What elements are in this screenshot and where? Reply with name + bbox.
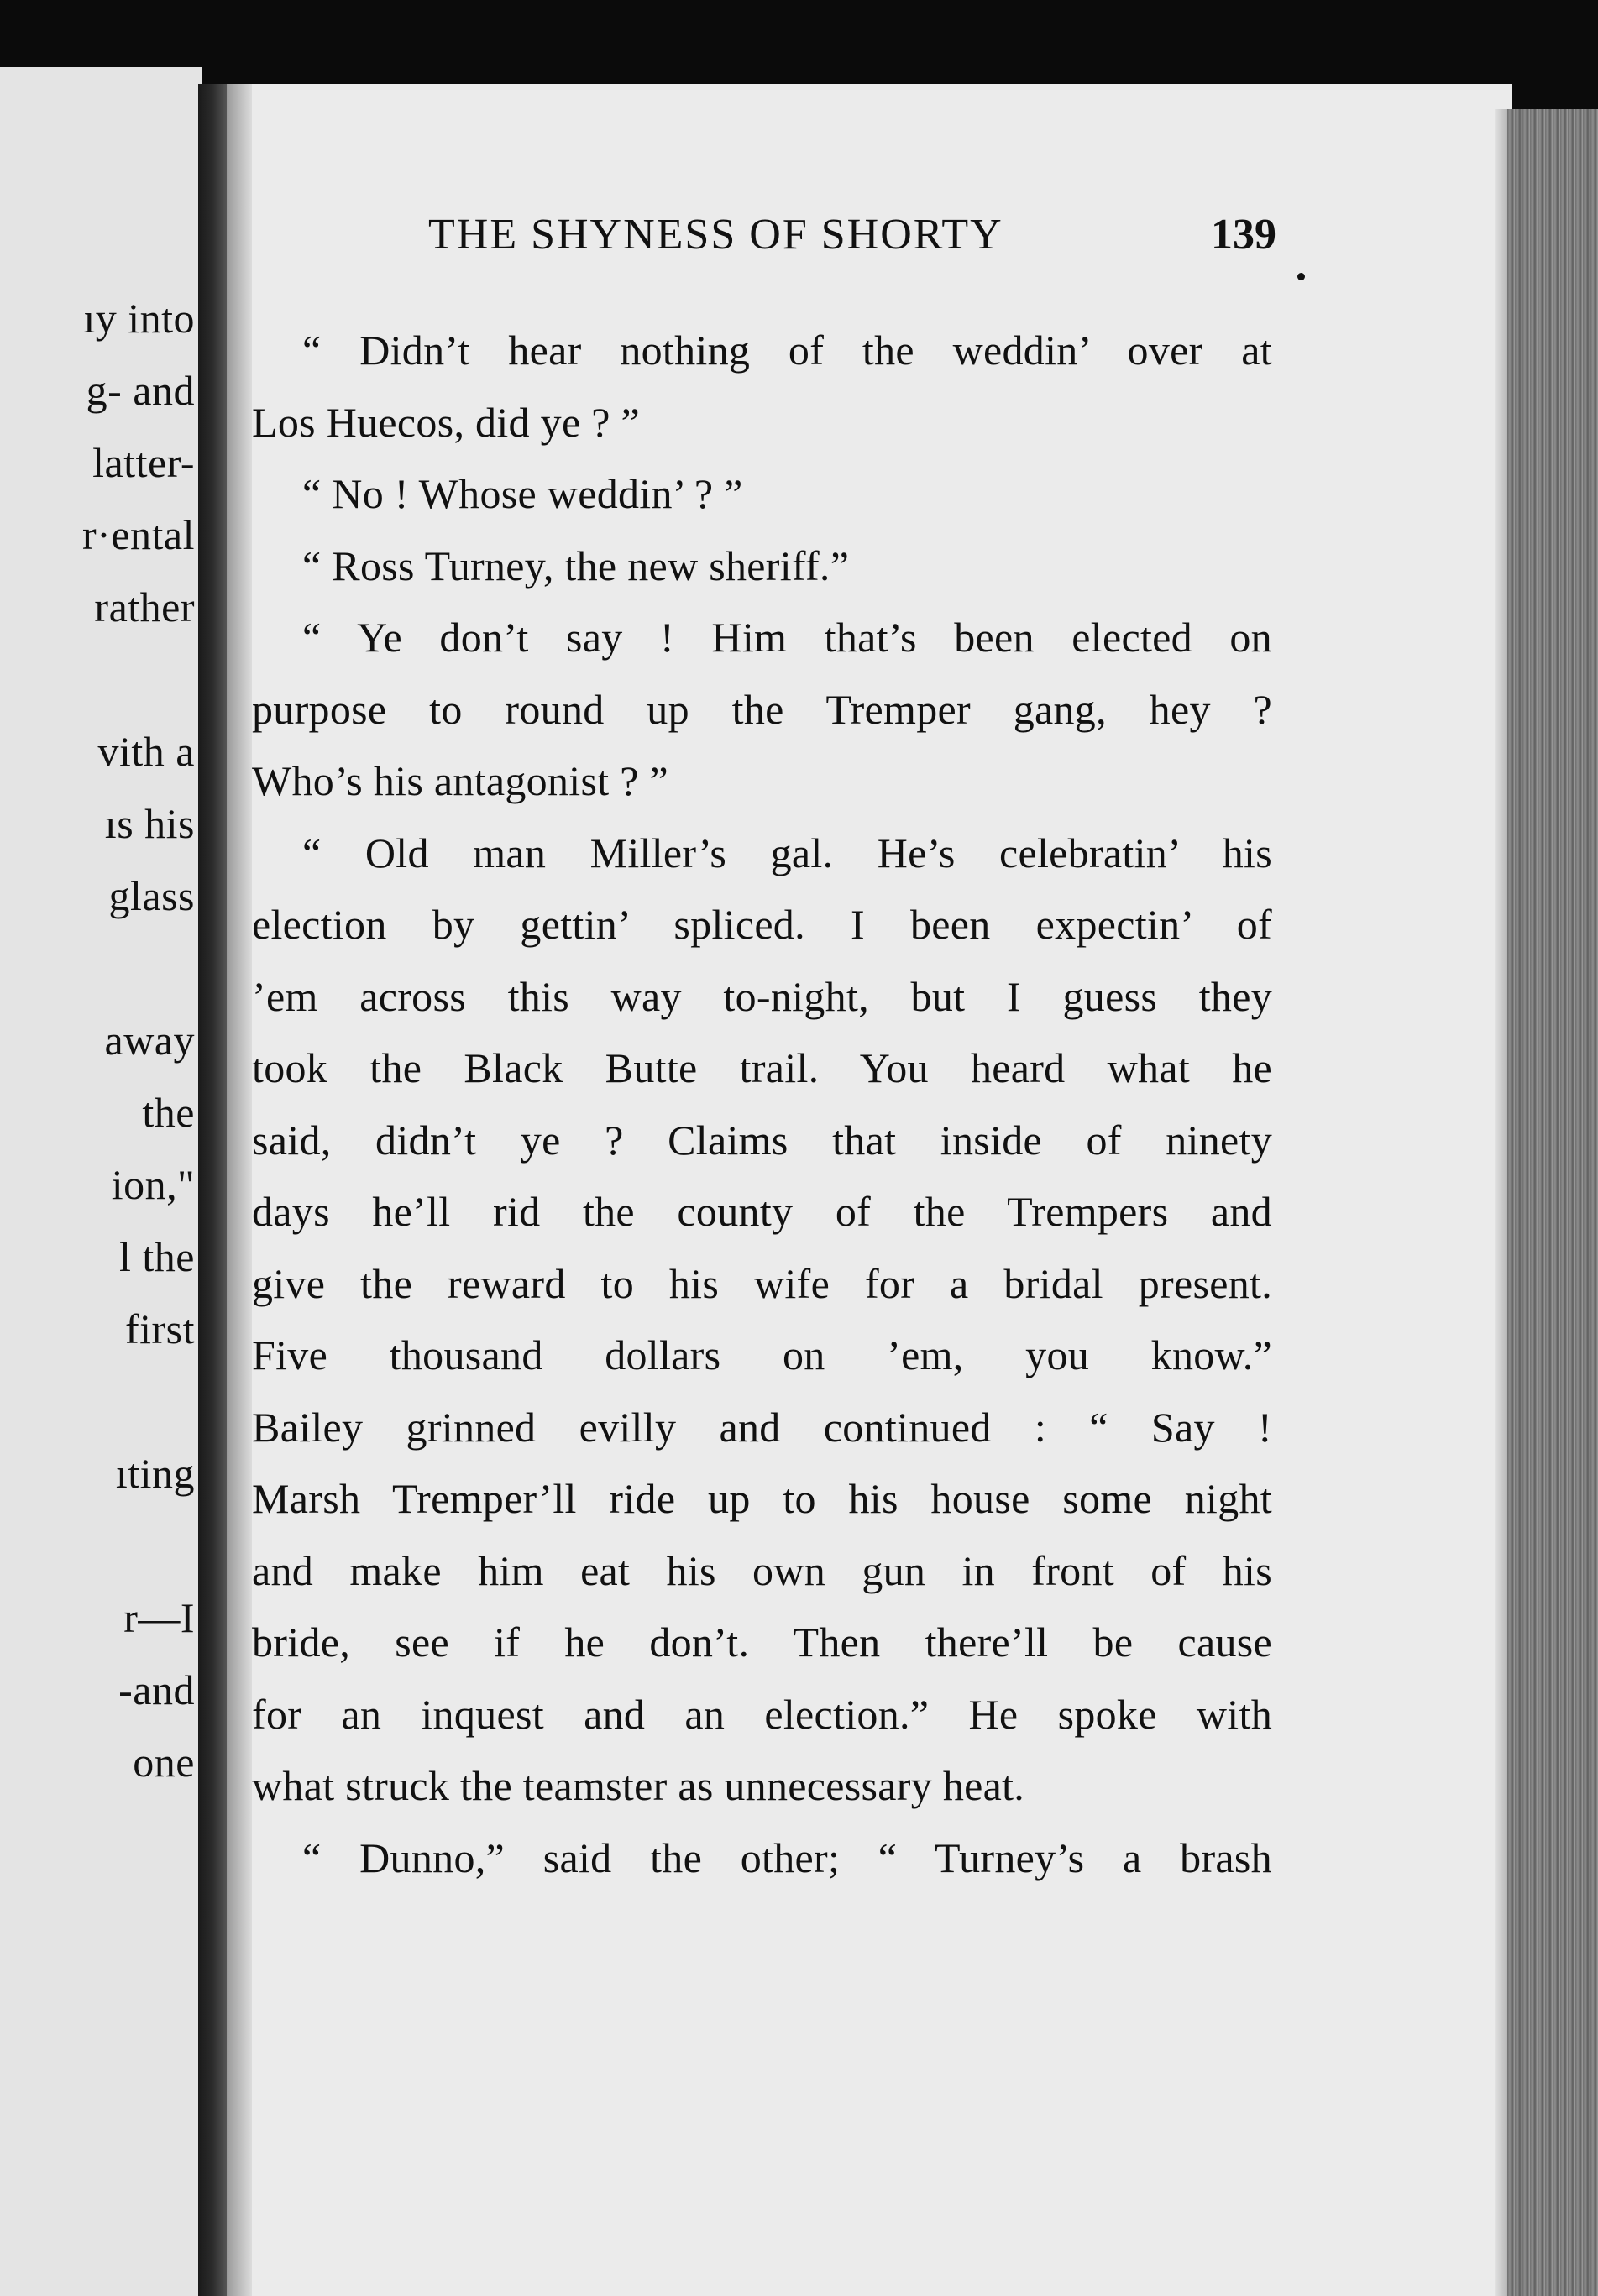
page-header bbox=[428, 210, 1276, 269]
previous-page-line: g- and bbox=[86, 367, 195, 414]
gutter-shadow bbox=[227, 84, 252, 2296]
previous-page-line: -and bbox=[118, 1666, 195, 1713]
text-line: days he’ll rid the county of the Trempers and bbox=[252, 1188, 1272, 1235]
ink-speck bbox=[1297, 273, 1305, 280]
previous-page-line: away bbox=[104, 1017, 195, 1064]
text-line: Who’s his antagonist ? ” bbox=[252, 757, 668, 804]
text-line: “ Ye don’t say ! Him that’s been elected on bbox=[302, 614, 1272, 661]
text-line: give the reward to his wife for a bridal present. bbox=[252, 1259, 1272, 1307]
text-line: purpose to round up the Tremper gang, hey ? bbox=[252, 685, 1272, 733]
text-line: what struck the teamster as unnecessary heat. bbox=[252, 1762, 1025, 1809]
text-line: Marsh Tremper’ll ride up to his house some night bbox=[252, 1475, 1272, 1522]
text-line: and make him eat his own gun in front of his bbox=[252, 1546, 1272, 1594]
previous-page-line: r·ental bbox=[82, 511, 195, 558]
previous-page-line: the bbox=[142, 1089, 195, 1136]
text-line: Los Huecos, did ye ? ” bbox=[252, 398, 641, 446]
previous-page-line: r—I bbox=[123, 1594, 195, 1641]
text-line: ’em across this way to-night, but I guess they bbox=[252, 972, 1272, 1020]
previous-page-line: vith a bbox=[97, 728, 195, 775]
page-edges bbox=[1507, 109, 1598, 2296]
previous-page-line: latter- bbox=[92, 439, 195, 486]
text-line: “ Old man Miller’s gal. He’s celebratin’ his bbox=[302, 829, 1272, 876]
text-line: Five thousand dollars on ’em, you know.” bbox=[252, 1331, 1272, 1378]
text-line: “ Didn’t hear nothing of the weddin’ over at bbox=[302, 327, 1272, 374]
text-line: election by gettin’ spliced. I been expectin’ of bbox=[252, 901, 1272, 948]
text-line: took the Black Butte trail. You heard what he bbox=[252, 1044, 1272, 1091]
text-line: said, didn’t ye ? Claims that inside of ninety bbox=[252, 1116, 1272, 1164]
running-title: THE SHYNESS OF SHORTY bbox=[428, 211, 1003, 259]
previous-page-line: one bbox=[133, 1739, 195, 1786]
text-line: “ No ! Whose weddin’ ? ” bbox=[302, 470, 743, 517]
previous-page-line: rather bbox=[94, 583, 195, 630]
text-line: “ Ross Turney, the new sheriff.” bbox=[302, 541, 850, 589]
previous-page-line: ıs his bbox=[104, 800, 195, 847]
text-line: “ Dunno,” said the other; “ Turney’s a brash bbox=[302, 1833, 1272, 1881]
previous-page-line: l the bbox=[119, 1233, 195, 1280]
page-number: 139 bbox=[1211, 211, 1276, 259]
body-text bbox=[252, 315, 1272, 1894]
previous-page-line: glass bbox=[108, 872, 195, 919]
text-line: bride, see if he don’t. Then there’ll be cause bbox=[252, 1619, 1272, 1666]
previous-page bbox=[0, 67, 202, 2296]
previous-page-line: ıting bbox=[115, 1450, 195, 1497]
text-line: Bailey grinned evilly and continued : “ Say ! bbox=[252, 1403, 1272, 1451]
previous-page-line: ion," bbox=[111, 1161, 195, 1208]
text-line: for an inquest and an election.” He spoke with bbox=[252, 1690, 1272, 1738]
previous-page-line: ıy into bbox=[83, 295, 195, 342]
previous-page-line: first bbox=[124, 1305, 195, 1352]
